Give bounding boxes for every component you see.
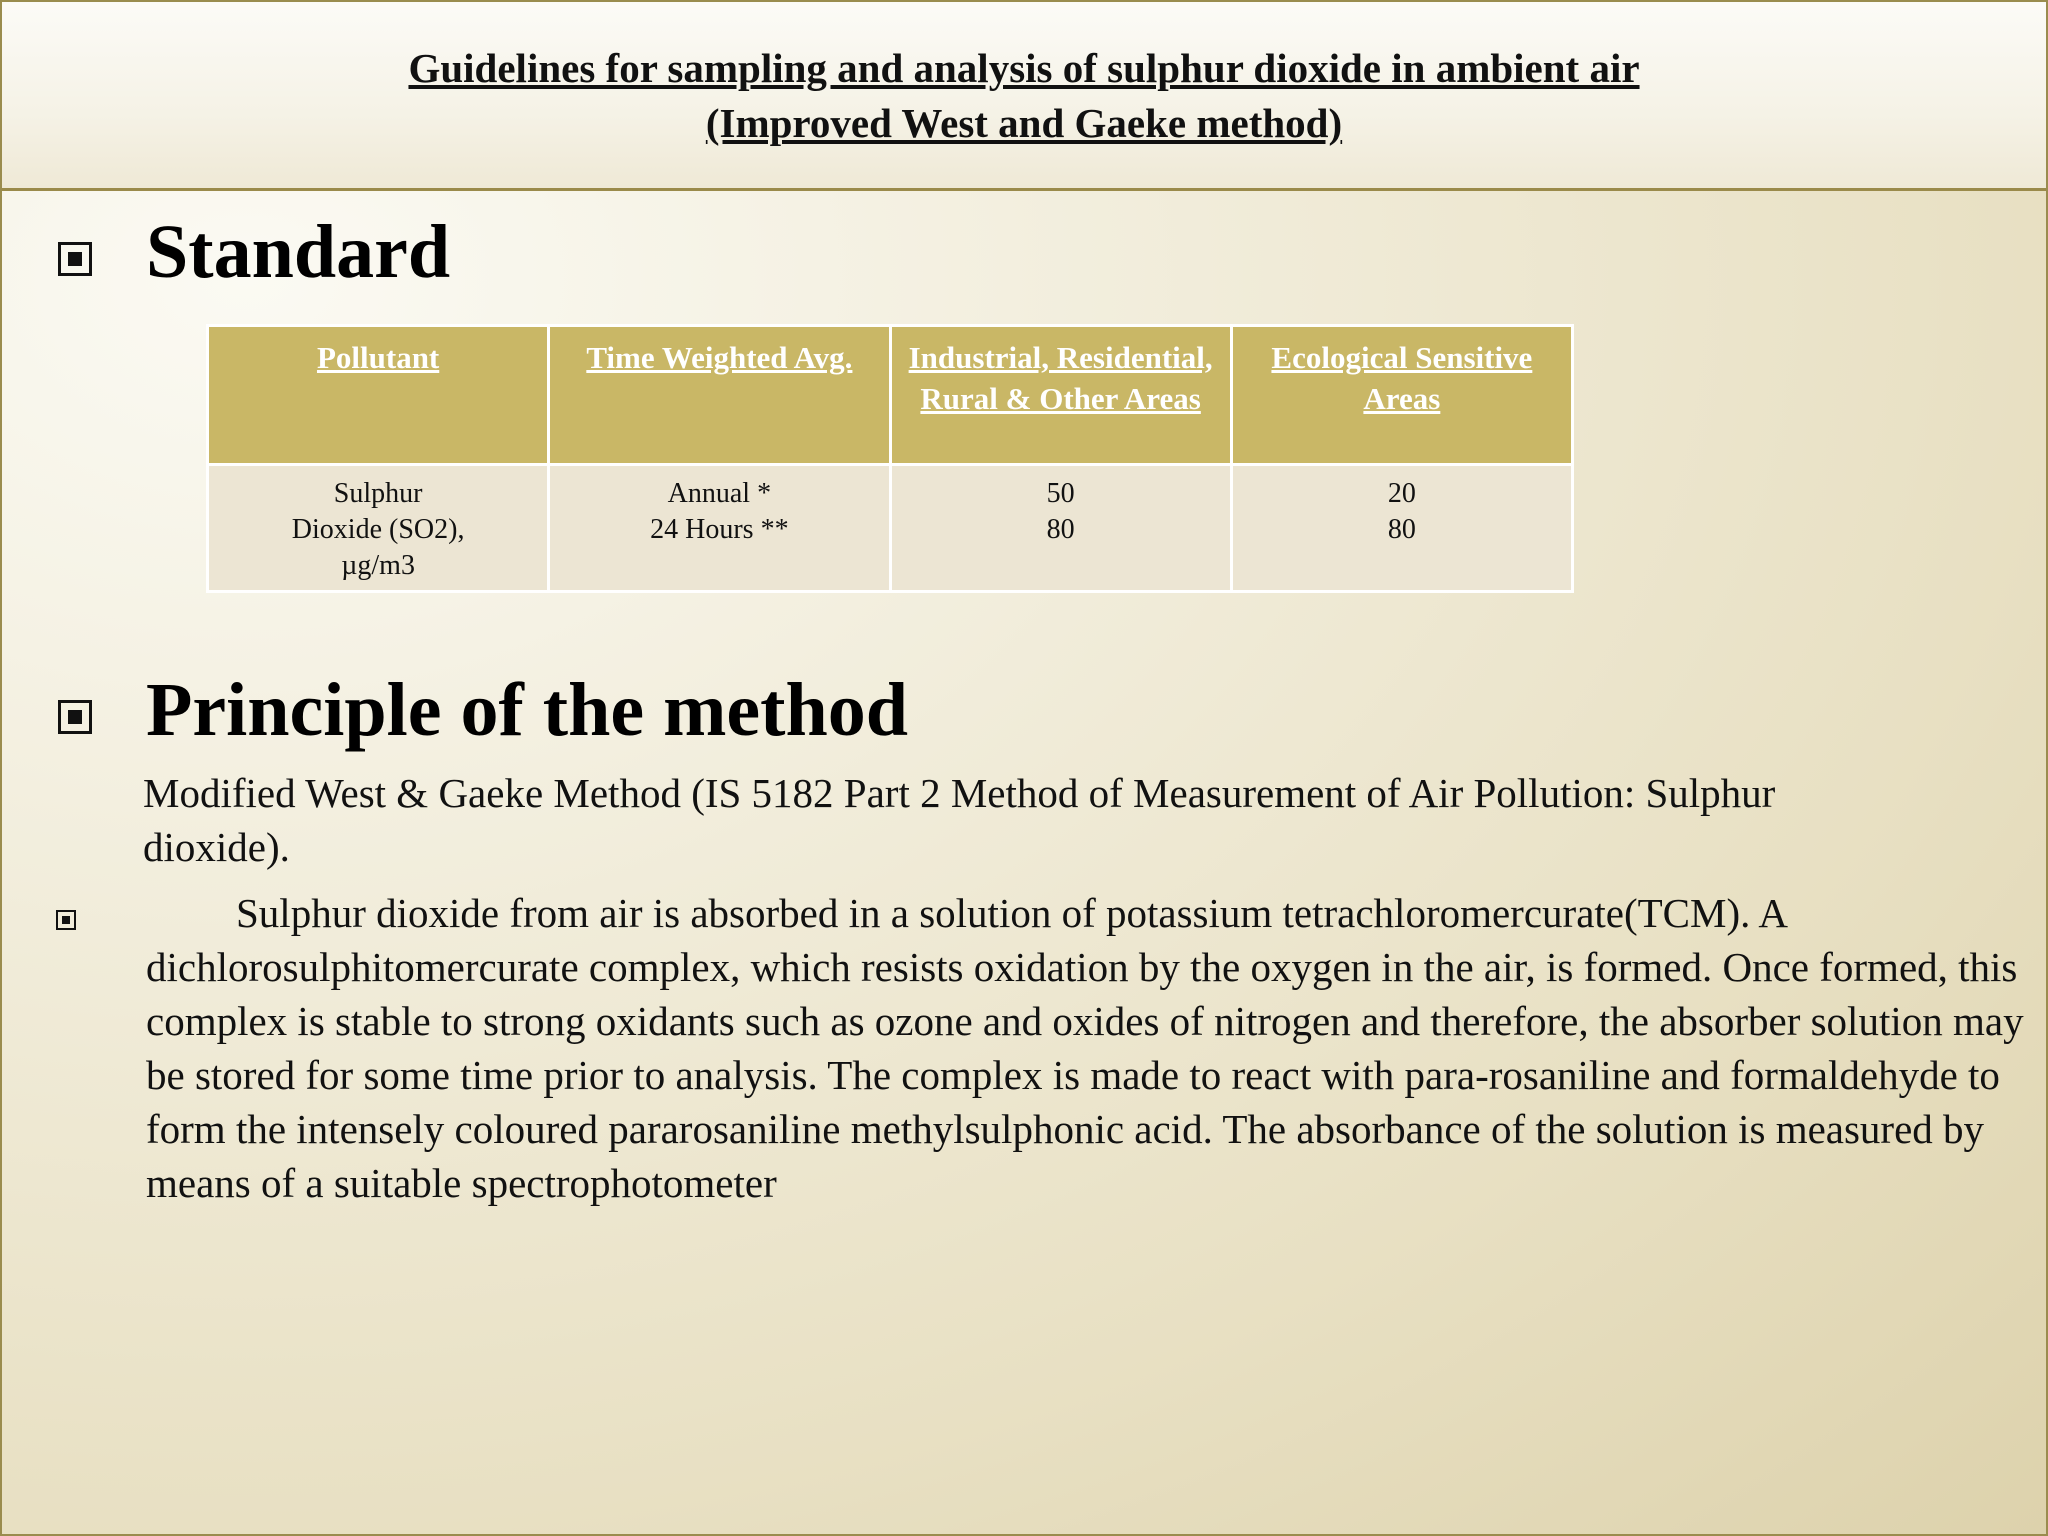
square-bullet-icon: [58, 242, 92, 276]
column-header-industrial-areas: Industrial, Residential, Rural & Other Areas: [890, 326, 1231, 465]
square-bullet-icon: [56, 910, 76, 930]
section-heading-principle: Principle of the method: [146, 668, 909, 752]
standards-table: [206, 324, 1574, 593]
slide-header: [2, 2, 2046, 191]
square-bullet-icon: [58, 700, 92, 734]
column-header-ecological-areas: Ecological Sensitive Areas: [1231, 326, 1572, 465]
cell-time-weighted-avg: Annual * 24 Hours **: [549, 465, 890, 592]
column-header-pollutant: Pollutant: [208, 326, 549, 465]
cell-ecological-value: 20 80: [1231, 465, 1572, 592]
cell-pollutant: Sulphur Dioxide (SO2), µg/m3: [208, 465, 549, 592]
column-header-time-weighted-avg: Time Weighted Avg.: [549, 326, 890, 465]
slide-title-line2: (Improved West and Gaeke method): [705, 100, 1343, 146]
cell-industrial-value: 50 80: [890, 465, 1231, 592]
method-reference-paragraph: Modified West & Gaeke Method (IS 5182 Part 2 Method of Measurement of Air Pollution: Sulphur dioxide).: [143, 770, 1776, 870]
principle-paragraph: Sulphur dioxide from air is absorbed in a solution of potassium tetrachloromercurate(TCM). A dichlorosulphitomercurate complex, which resists oxidation by the oxygen in the air, is formed. Once formed, this complex is stable to strong oxidants such as ozone and oxides of nitrogen and therefore, the absorber solution may be stored for some time prior to analysis. The complex is made to react with para-rosaniline and formaldehyde to form the intensely coloured pararosaniline methylsulphonic acid. The absorbance of the solution is measured by means of a suitable spectrophotometer: [146, 890, 2024, 1206]
section-heading-standard: Standard: [146, 210, 451, 294]
table-row: [208, 465, 1573, 592]
slide-title-line1: Guidelines for sampling and analysis of sulphur dioxide in ambient air: [408, 45, 1640, 91]
table-header-row: [208, 326, 1573, 465]
